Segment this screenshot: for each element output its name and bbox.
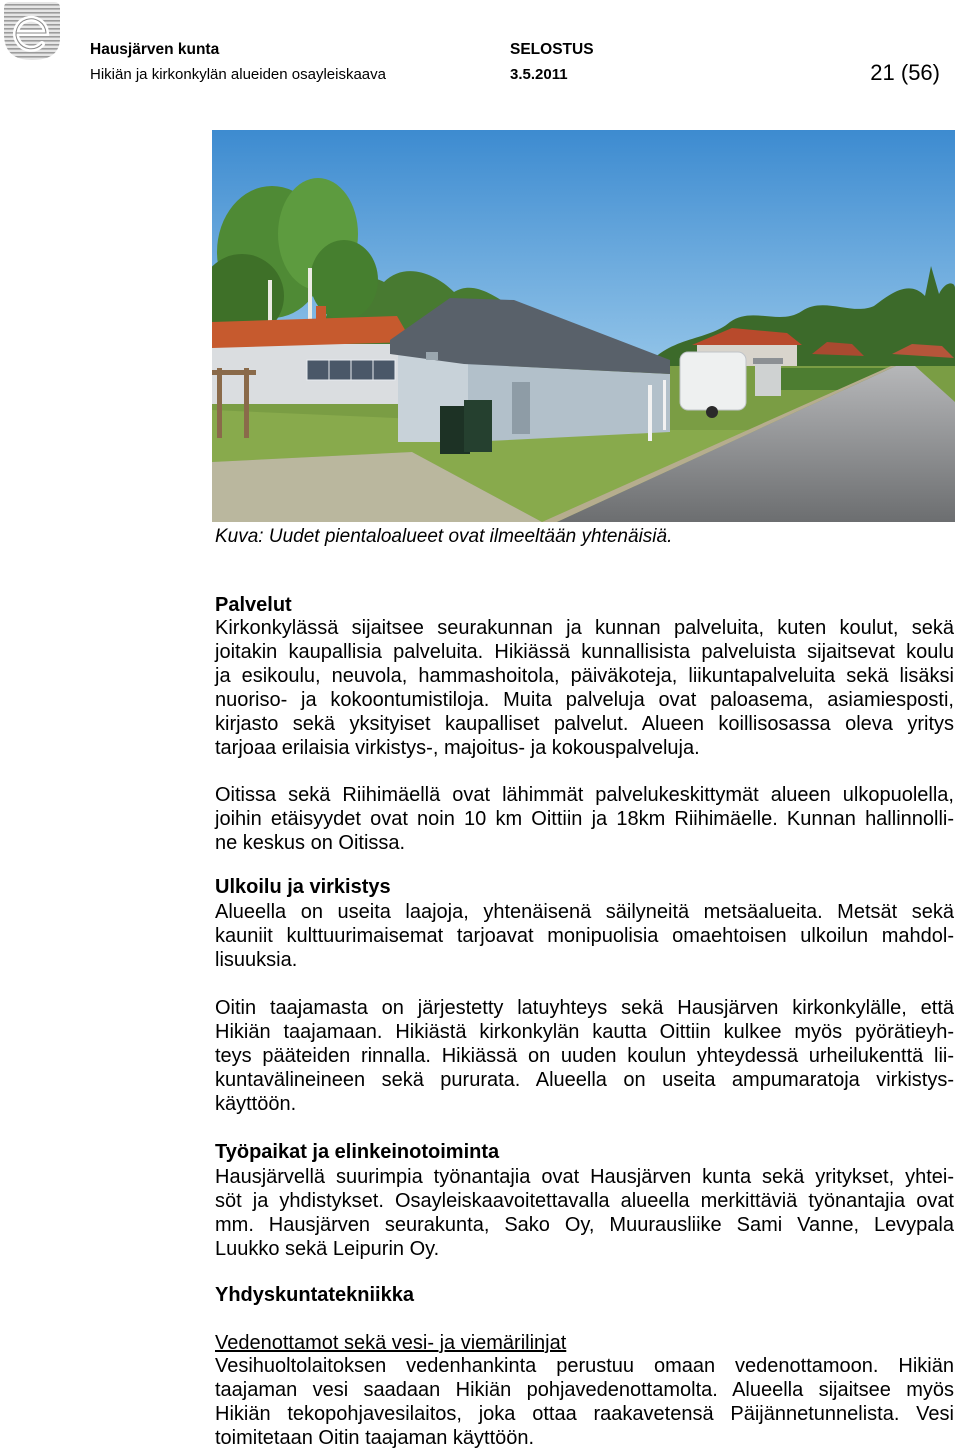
paragraph-line: toimitetaan Oitin taajaman käyttöön. [215, 1427, 535, 1449]
paragraph-line: Oitin taajamasta on järjestetty latuyhteys sekä Hausjärven kirkonkylälle, että [215, 997, 954, 1019]
paragraph-line: ja esikoulu, neuvola, hammashoitola, päiväkoteja, liikuntapalveluita sekä lisäksi [215, 665, 954, 687]
paragraph-line: kirjasto sekä yksityiset kaupalliset palvelut. Alueen koillisosassa oleva yritys [215, 713, 954, 735]
section-heading: Palvelut [215, 594, 292, 616]
paragraph-line: Alueella on useita laajoja, yhtenäisenä säilyneitä metsäalueita. Metsät sekä [215, 901, 954, 923]
paragraph-line: joitakin kaupallisia palveluita. Hikiässä kunnallisista palveluista sijaitsevat koulu [215, 641, 954, 663]
paragraph-line: kuntavälineineen sekä pururata. Alueella on useita ampumaratoja virkistys- [215, 1069, 954, 1091]
page-number: 21 (56) [870, 60, 940, 85]
section-heading: Yhdyskuntatekniikka [215, 1284, 414, 1306]
paragraph-line: mm. Hausjärven seurakunta, Sako Oy, Muurausliike Sami Vanne, Levypala [215, 1214, 954, 1236]
paragraph-line: lisuuksia. [215, 949, 298, 971]
paragraph-line: käyttöön. [215, 1093, 297, 1115]
paragraph-line: teys pääteiden rinnalla. Hikiässä on uuden koulun yhteydessä urheilukenttä lii- [215, 1045, 954, 1067]
subsection-heading: Vedenottamot sekä vesi- ja viemärilinjat [215, 1332, 567, 1354]
paragraph [215, 616, 954, 760]
paragraph-line: joihin etäisyydet ovat noin 10 km Oittiin ja 18km Riihimäelle. Kunnan hallinnolli- [215, 808, 954, 830]
paragraph [215, 1165, 954, 1261]
paragraph-line: Kirkonkylässä sijaitsee seurakunnan ja kunnan palveluita, kuten koulut, sekä [215, 617, 954, 639]
plan-name: Hikiän ja kirkonkylän alueiden osayleiskaava [90, 66, 386, 83]
section-heading: Työpaikat ja elinkeinotoiminta [215, 1141, 500, 1163]
paragraph [215, 1354, 954, 1450]
paragraph-line: kauniit kulttuurimaisemat tarjoavat monipuolisia omaehtoisen ulkoilun mahdol- [215, 925, 954, 947]
section-heading: Ulkoilu ja virkistys [215, 876, 391, 898]
paragraph [215, 996, 954, 1116]
document-type: SELOSTUS [510, 41, 594, 58]
paragraph-line: Oitissa sekä Riihimäellä ovat lähimmät palvelukeskittymät alueen ulkopuolella, [215, 784, 954, 806]
paragraph [215, 783, 954, 855]
paragraph-line: taajaman vesi saadaan Hikiän pohjavedenottamolta. Alueella sijaitsee myös [215, 1379, 954, 1401]
residential-area-photo [212, 130, 955, 522]
paragraph-line: Hikiän tekopohjavesilaitos, joka ottaa raakavetensä Päijännetunnelista. Vesi [215, 1403, 954, 1425]
paragraph-line: ne keskus on Oitissa. [215, 832, 406, 854]
organization-name: Hausjärven kunta [90, 41, 220, 58]
figure-caption: Kuva: Uudet pientaloalueet ovat ilmeeltään yhtenäisiä. [215, 526, 673, 547]
paragraph-line: Luukko sekä Leipurin Oy. [215, 1238, 440, 1260]
document-date: 3.5.2011 [510, 66, 568, 83]
paragraph-line: tarjoaa erilaisia virkistys-, majoitus- ja kokouspalveluja. [215, 737, 700, 759]
paragraph-line: Hausjärvellä suurimpia työnantajia ovat Hausjärven kunta sekä yritykset, yhtei- [215, 1166, 954, 1188]
paragraph-line: Hikiän taajamaan. Hikiästä kirkonkylän kautta Oittiin kulkee myös pyörätieyh- [215, 1021, 954, 1043]
paragraph-line: söt ja yhdistykset. Osayleiskaavoitettavalla alueella merkittäviä työnantajia ovat [215, 1190, 954, 1212]
paragraph-line: nuoriso- ja kokoontumistiloja. Muita palveluja ovat paloasema, asiamiesposti, [215, 689, 954, 711]
municipality-logo-icon [0, 0, 62, 62]
paragraph [215, 900, 954, 972]
paragraph-line: Vesihuoltolaitoksen vedenhankinta perustuu omaan vedenottamoon. Hikiän [215, 1355, 954, 1377]
